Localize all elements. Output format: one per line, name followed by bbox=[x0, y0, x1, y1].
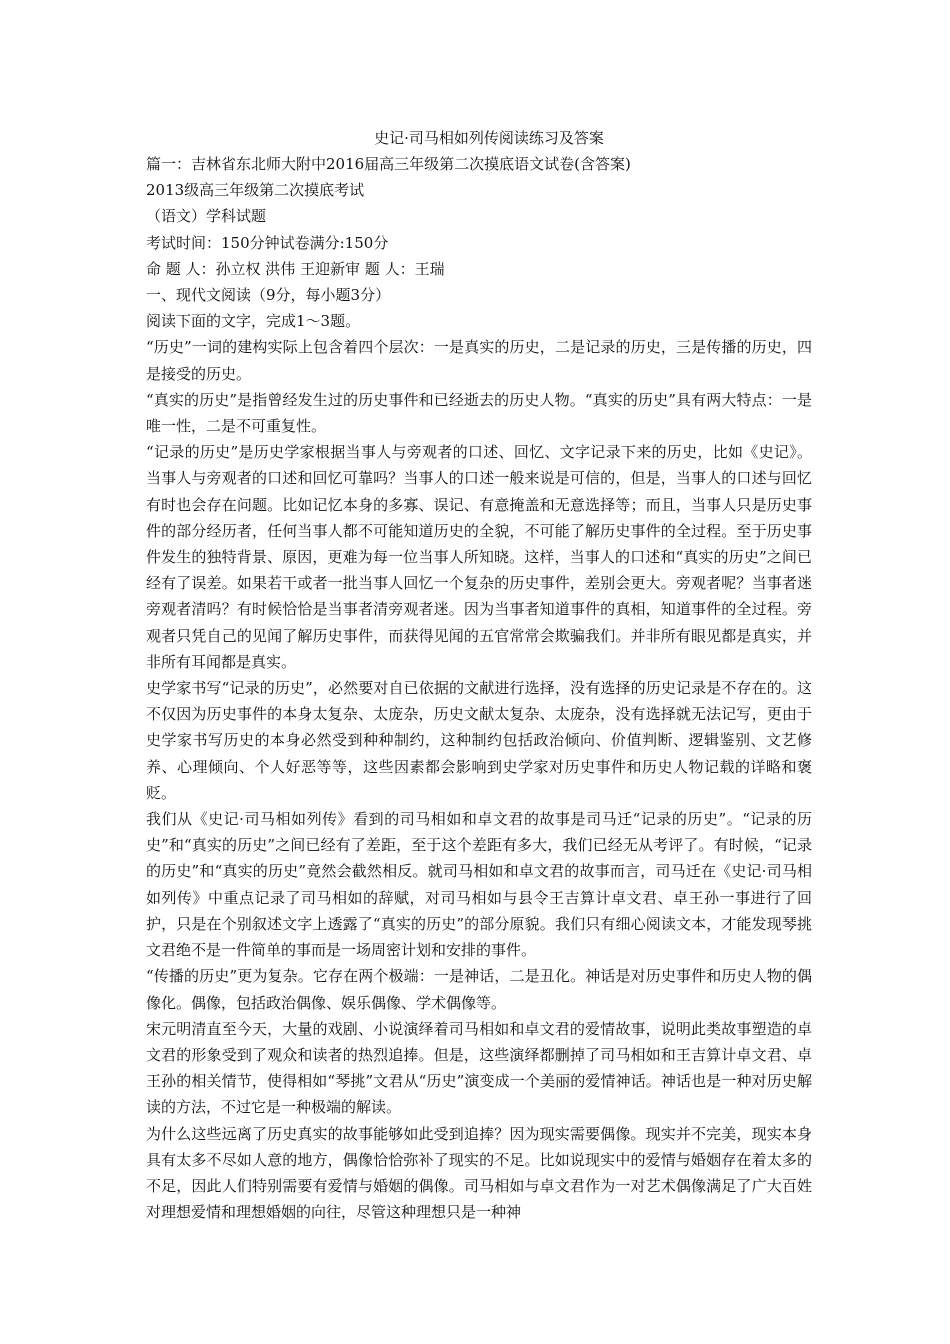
exam-time-line: 考试时间：150分钟试卷满分:150分 bbox=[146, 233, 389, 252]
paragraph-historian-selection: 史学家书写“记录的历史”，必然要对自已依据的文献进行选择，没有选择的历史记录是不存在的。这不仅因为历史事件的本身太复杂、太庞杂，历史文献太复杂、太庞杂，没有选择就无法记写，更由于史学家书写历史的本身必然受到种种制约，这种制约包括政治倾向、价值判断、逻辑鉴别、文艺修养、心理倾向、个人好恶等等，这些因素都会影响到史学家对历史事件和历史人物记载的详略和褒贬。 bbox=[146, 679, 812, 802]
paragraph-sima-xiangru-story: 我们从《史记·司马相如列传》看到的司马相如和卓文君的故事是司马迁“记录的历史”。“记录的历史”和“真实的历史”之间已经有了差距，至于这个差距有多大，我们已经无从考评了。有时候，“记录的历史”和“真实的历史”竟然会截然相反。就司马相如和卓文君的故事而言，司马迁在《史记·司马相如列传》中重点记录了司马相如的辞赋，对司马相如与县令王吉算计卓文君、卓王孙一事进行了回护，只是在个别叙述文字上透露了“真实的历史”的部分原貌。我们只有细心阅读文本，才能发现琴挑文君绝不是一件简单的事而是一场周密计划和安排的事件。 bbox=[146, 810, 812, 960]
exam-name-line: 2013级高三年级第二次摸底考试 bbox=[146, 181, 365, 200]
paragraph-spread-history: “传播的历史”更为复杂。它存在两个极端：一是神话，二是丑化。神话是对历史事件和历史人物的偶像化。偶像，包括政治偶像、娱乐偶像、学术偶像等。 bbox=[146, 967, 812, 1012]
instruction-line: 阅读下面的文字，完成1～3题。 bbox=[146, 312, 361, 331]
authors-line: 命 题 人：孙立权 洪伟 王迎新审 题 人：王瑞 bbox=[146, 259, 445, 278]
paragraph-recorded-history: “记录的历史”是历史学家根据当事人与旁观者的口述、回忆、文字记录下来的历史，比如《史记》。当事人与旁观者的口述和回忆可靠吗？当事人的口述一般来说是可信的，但是，当事人的口述与回忆有时也会存在问题。比如记忆本身的多寡、误记、有意掩盖和无意选择等；而且，当事人只是历史事件的部分经历者，任何当事人都不可能知道历史的全貌，不可能了解历史事件的全过程。至于历史事件发生的独特背景、原因，更难为每一位当事人所知晓。这样，当事人的口述和“真实的历史”之间已经有了误差。如果若干或者一批当事人回忆一个复杂的历史事件，差别会更大。旁观者呢？当事者迷旁观者清吗？有时候恰恰是当事者清旁观者迷。因为当事者知道事件的真相，知道事件的全过程。旁观者只凭自己的见闻了解历史事件，而获得见闻的五官常常会欺骗我们。并非所有眼见都是真实，并非所有耳闻都是真实。 bbox=[146, 443, 812, 671]
paragraph-adaptations: 宋元明清直至今天，大量的戏剧、小说演绎着司马相如和卓文君的爱情故事，说明此类故事塑造的卓文君的形象受到了观众和读者的热烈追捧。但是，这些演绎都删掉了司马相如和王吉算计卓文君、卓王孙的相关情节，使得相如“琴挑”文君从“历史”演变成一个美丽的爱情神话。神话也是一种对历史解读的方法，不过它是一种极端的解读。 bbox=[146, 1019, 812, 1117]
paragraph-history-levels: “历史”一词的建构实际上包含着四个层次：一是真实的历史，二是记录的历史，三是传播的历史，四是接受的历史。 bbox=[146, 338, 812, 383]
source-line: 篇一：吉林省东北师大附中2016届高三年级第二次摸底语文试卷(含答案) bbox=[146, 155, 631, 173]
section-heading: 一、现代文阅读（9分，每小题3分） bbox=[146, 286, 391, 305]
paragraph-real-history: “真实的历史”是指曾经发生过的历史事件和已经逝去的历史人物。“真实的历史”具有两大特点：一是唯一性，二是不可重复性。 bbox=[146, 390, 812, 436]
paragraph-need-for-idols: 为什么这些远离了历史真实的故事能够如此受到追捧？因为现实需要偶像。现实并不完美，现实本身具有太多不尽如人意的地方，偶像恰恰弥补了现实的不足。比如说现实中的爱情与婚姻存在着太多的不足，因此人们特别需要有爱情与婚姻的偶像。司马相如与卓文君作为一对艺术偶像满足了广大百姓对理想爱情和理想婚姻的向往，尽管这种理想只是一种神 bbox=[146, 1124, 812, 1222]
subject-line: （语文）学科试题 bbox=[146, 207, 267, 226]
document-title: 史记·司马相如列传阅读练习及答案 bbox=[374, 129, 604, 147]
